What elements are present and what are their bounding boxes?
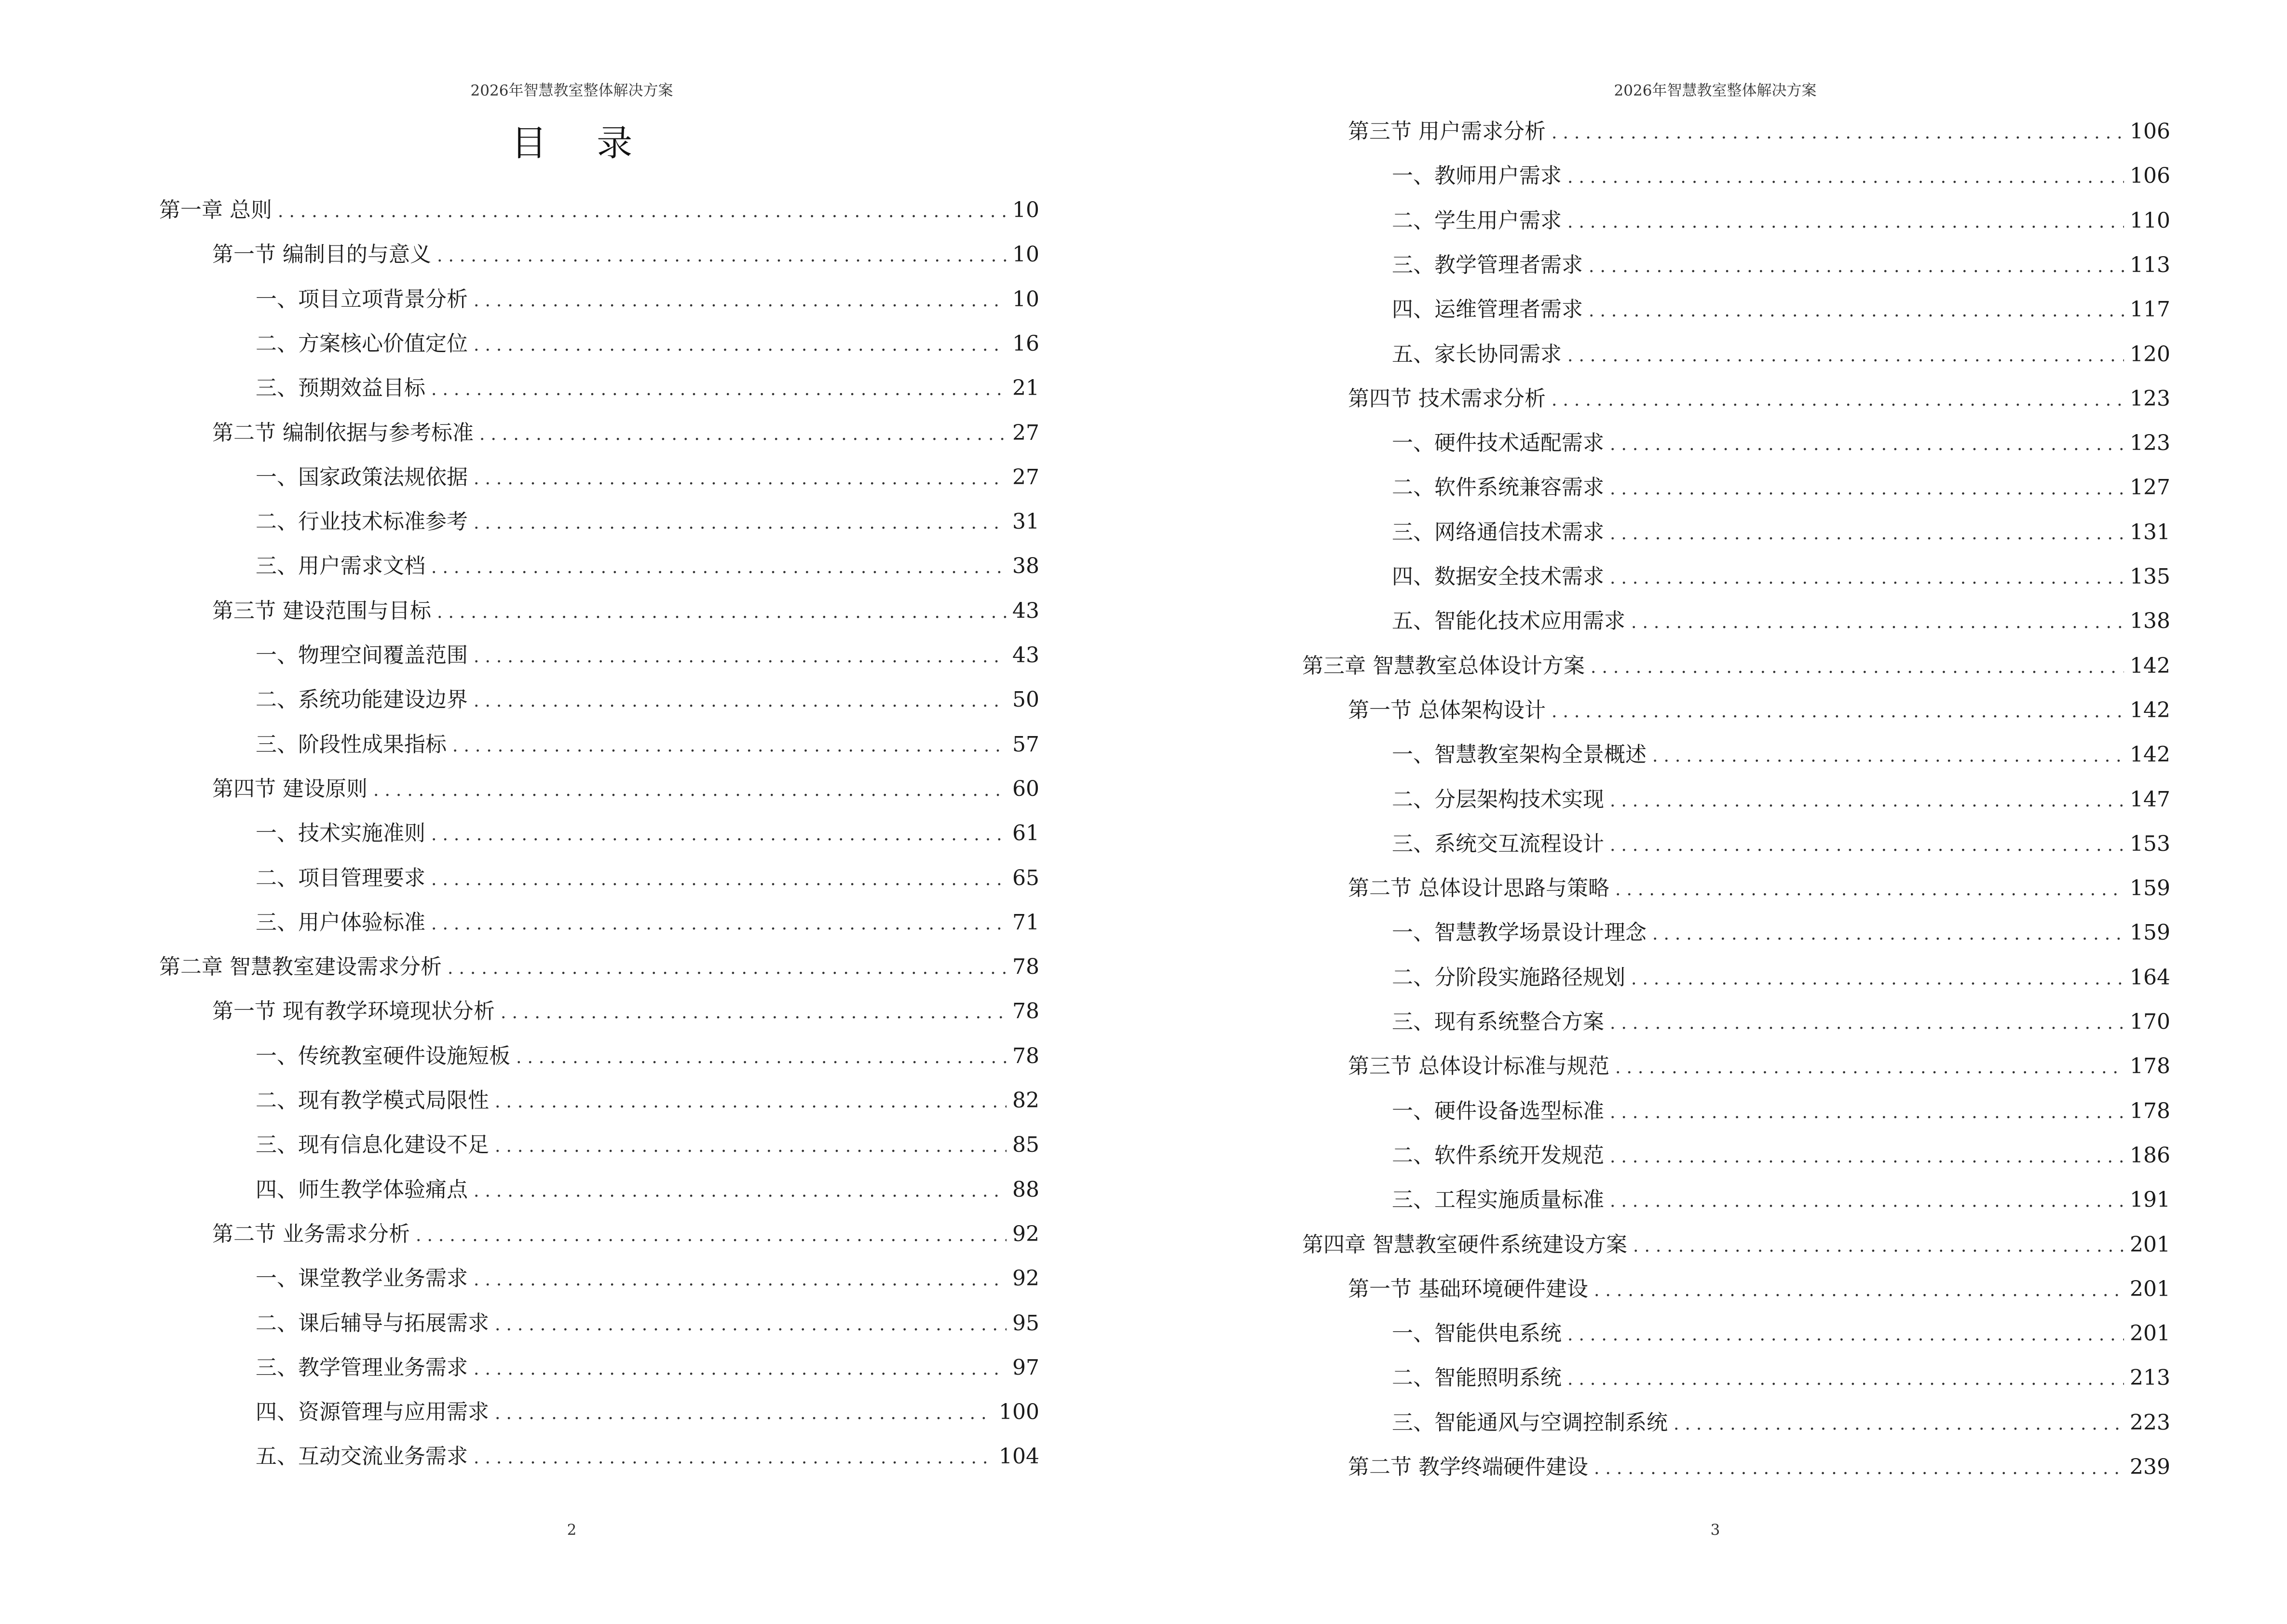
toc-entry-title: 第二章 智慧教室建设需求分析 <box>159 955 442 980</box>
toc-entry-page: 27 <box>1012 420 1039 445</box>
toc-entry-title: 四、数据安全技术需求 <box>1392 564 1604 589</box>
toc-title: 目 录 <box>511 123 652 164</box>
toc-entry[interactable] <box>1392 340 2170 369</box>
dot-leader <box>1591 653 2124 682</box>
toc-entry-title: 第二节 编制依据与参考标准 <box>212 420 474 445</box>
toc-entry-title: 三、用户体验标准 <box>256 910 425 935</box>
toc-page-right <box>1144 0 2287 1624</box>
toc-entry[interactable] <box>1392 1141 2170 1170</box>
dot-leader <box>437 598 1007 627</box>
toc-entry[interactable] <box>1392 830 2170 859</box>
toc-entry-title: 第二节 教学终端硬件建设 <box>1348 1455 1588 1479</box>
dot-leader <box>1652 920 2124 949</box>
toc-entry-page: 153 <box>2130 831 2170 856</box>
toc-entry[interactable] <box>1302 652 2170 681</box>
toc-entry[interactable] <box>212 240 1039 269</box>
dot-leader <box>1615 1053 2124 1082</box>
running-header: 2026年智慧教室整体解决方案 <box>470 82 673 99</box>
toc-entry[interactable] <box>256 908 1039 937</box>
dot-leader <box>416 1221 1007 1250</box>
toc-entry[interactable] <box>256 1264 1039 1293</box>
toc-entry-page: 159 <box>2130 920 2170 945</box>
toc-entry[interactable] <box>1392 251 2170 280</box>
dot-leader <box>437 242 1007 271</box>
dot-leader <box>495 1132 1007 1161</box>
toc-entry[interactable] <box>256 374 1039 403</box>
toc-entry-title: 二、课后辅导与拓展需求 <box>256 1310 489 1336</box>
toc-entry-title: 五、智能化技术应用需求 <box>1392 609 1625 634</box>
toc-entry[interactable] <box>256 1309 1039 1338</box>
toc-entry-title: 第三节 总体设计标准与规范 <box>1348 1054 1609 1079</box>
toc-entry-page: 50 <box>1012 687 1039 712</box>
toc-entry-title: 一、项目立项背景分析 <box>256 287 468 312</box>
dot-leader <box>1615 875 2124 904</box>
running-header: 2026年智慧教室整体解决方案 <box>1614 82 1817 99</box>
toc-entry-title: 三、阶段性成果指标 <box>256 732 447 757</box>
toc-entry[interactable] <box>1392 518 2170 547</box>
toc-entry-page: 85 <box>1012 1133 1039 1158</box>
toc-entry-page: 239 <box>2130 1455 2170 1479</box>
toc-entry-title: 二、分阶段实施路径规划 <box>1392 965 1625 990</box>
dot-leader <box>1552 119 2124 148</box>
dot-leader <box>1567 341 2124 370</box>
toc-entry-page: 135 <box>2130 564 2170 589</box>
toc-entry[interactable] <box>1392 1008 2170 1037</box>
toc-entry[interactable] <box>1392 1097 2170 1126</box>
toc-entry-title: 第三章 智慧教室总体设计方案 <box>1302 653 1585 678</box>
toc-entry[interactable] <box>256 1042 1039 1071</box>
toc-entry[interactable] <box>1348 1052 2170 1081</box>
dot-leader <box>1589 297 2124 326</box>
toc-entry-title: 三、智能通风与空调控制系统 <box>1392 1410 1668 1435</box>
dot-leader <box>278 197 1007 226</box>
toc-entry[interactable] <box>256 864 1039 893</box>
toc-entry-title: 一、教师用户需求 <box>1392 164 1562 189</box>
dot-leader <box>495 1399 993 1428</box>
toc-entry-title: 一、硬件设备选型标准 <box>1392 1098 1604 1123</box>
toc-entry-title: 四、运维管理者需求 <box>1392 297 1583 322</box>
toc-entry-page: 61 <box>1012 821 1039 846</box>
toc-entry-title: 三、现有系统整合方案 <box>1392 1010 1604 1034</box>
toc-entry[interactable] <box>1392 1186 2170 1215</box>
toc-entry[interactable] <box>1392 429 2170 458</box>
toc-entry-title: 一、智慧教学场景设计理念 <box>1392 920 1647 945</box>
toc-entry-page: 43 <box>1012 598 1039 623</box>
toc-entry[interactable] <box>212 775 1039 804</box>
toc-entry-page: 92 <box>1012 1266 1039 1291</box>
dot-leader <box>431 820 1007 849</box>
toc-entry[interactable] <box>1392 740 2170 769</box>
toc-entry-page: 201 <box>2130 1276 2170 1301</box>
toc-entry[interactable] <box>256 329 1039 358</box>
toc-entry-title: 一、智慧教室架构全景概述 <box>1392 742 1647 767</box>
page-number: 2 <box>567 1521 577 1539</box>
toc-entry[interactable] <box>1392 607 2170 636</box>
toc-entry[interactable] <box>159 953 1039 982</box>
toc-entry-page: 78 <box>1012 999 1039 1024</box>
toc-entry-page: 147 <box>2130 787 2170 812</box>
toc-entry-page: 191 <box>2130 1187 2170 1213</box>
toc-entry[interactable] <box>256 1175 1039 1204</box>
dot-leader <box>1552 697 2124 726</box>
dot-leader <box>1567 1365 2124 1394</box>
toc-entry-page: 110 <box>2130 208 2170 233</box>
dot-leader <box>373 776 1007 805</box>
toc-entry-page: 123 <box>2130 386 2170 411</box>
toc-entry-page: 186 <box>2130 1143 2170 1168</box>
toc-entry[interactable] <box>1392 785 2170 814</box>
toc-entry[interactable] <box>1392 295 2170 324</box>
dot-leader <box>1631 965 2124 994</box>
toc-entry-page: 142 <box>2130 697 2170 723</box>
toc-entry[interactable] <box>256 285 1039 314</box>
toc-entry[interactable] <box>1348 384 2170 413</box>
dot-leader <box>474 287 1007 315</box>
toc-entry-title: 一、技术实施准则 <box>256 821 425 846</box>
toc-entry-page: 117 <box>2130 297 2170 322</box>
toc-entry-title: 二、行业技术标准参考 <box>256 509 468 534</box>
toc-entry-page: 106 <box>2130 164 2170 189</box>
toc-entry-title: 一、国家政策法规依据 <box>256 464 468 490</box>
toc-entry-title: 二、智能照明系统 <box>1392 1365 1562 1391</box>
dot-leader <box>1567 163 2124 192</box>
toc-entry[interactable] <box>1302 1230 2170 1259</box>
toc-entry-page: 100 <box>999 1400 1039 1425</box>
dot-leader <box>474 1444 993 1473</box>
toc-entry-page: 10 <box>1012 198 1039 222</box>
dot-leader <box>1610 430 2124 459</box>
toc-entry[interactable] <box>256 507 1039 536</box>
toc-entry[interactable] <box>256 819 1039 848</box>
toc-entry-page: 164 <box>2130 965 2170 990</box>
toc-entry-title: 二、方案核心价值定位 <box>256 331 468 356</box>
toc-entry-page: 95 <box>1012 1310 1039 1336</box>
toc-entry-page: 123 <box>2130 431 2170 456</box>
toc-entry-page: 65 <box>1012 865 1039 890</box>
toc-entry[interactable] <box>159 196 1039 225</box>
dot-leader <box>1610 519 2124 548</box>
dot-leader <box>1610 564 2124 593</box>
toc-entry-title: 第一节 基础环境硬件建设 <box>1348 1276 1588 1301</box>
toc-entry[interactable] <box>1392 562 2170 591</box>
dot-leader <box>479 420 1007 449</box>
toc-entry-title: 一、物理空间覆盖范围 <box>256 643 468 668</box>
dot-leader <box>474 642 1007 671</box>
toc-entry-page: 201 <box>2130 1321 2170 1346</box>
toc-entry-page: 27 <box>1012 464 1039 490</box>
toc-entry[interactable] <box>256 685 1039 714</box>
toc-entry-page: 106 <box>2130 119 2170 144</box>
dot-leader <box>1594 1454 2124 1483</box>
toc-entry[interactable] <box>256 1398 1039 1427</box>
dot-leader <box>1610 787 2124 816</box>
dot-leader <box>495 1088 1007 1117</box>
toc-entry-title: 三、现有信息化建设不足 <box>256 1133 489 1158</box>
toc-entry-page: 213 <box>2130 1365 2170 1391</box>
toc-entry-page: 78 <box>1012 1043 1039 1068</box>
toc-entry-title: 第三节 建设范围与目标 <box>212 598 431 623</box>
toc-entry[interactable] <box>1392 918 2170 947</box>
toc-entry[interactable] <box>212 1220 1039 1249</box>
toc-entry[interactable] <box>256 552 1039 581</box>
toc-entry-title: 五、家长协同需求 <box>1392 341 1562 367</box>
toc-entry[interactable] <box>256 1353 1039 1382</box>
dot-leader <box>516 1043 1007 1072</box>
toc-entry-page: 92 <box>1012 1221 1039 1246</box>
dot-leader <box>474 687 1007 716</box>
toc-entry[interactable] <box>256 1086 1039 1115</box>
toc-entry[interactable] <box>1392 162 2170 191</box>
toc-entry-title: 第一节 编制目的与意义 <box>212 242 431 267</box>
dot-leader <box>431 375 1007 404</box>
toc-entry-title: 三、预期效益目标 <box>256 376 425 401</box>
toc-entry[interactable] <box>212 597 1039 626</box>
dot-leader <box>431 865 1007 894</box>
toc-entry[interactable] <box>256 730 1039 759</box>
toc-entry[interactable] <box>1392 206 2170 235</box>
toc-entry-page: 131 <box>2130 519 2170 545</box>
dot-leader <box>452 732 1007 761</box>
toc-entry-page: 88 <box>1012 1177 1039 1202</box>
toc-entry-title: 一、硬件技术适配需求 <box>1392 431 1604 456</box>
dot-leader <box>474 1266 1007 1295</box>
toc-entry-page: 142 <box>2130 653 2170 678</box>
toc-entry[interactable] <box>1392 963 2170 992</box>
toc-entry[interactable] <box>1392 473 2170 502</box>
toc-entry[interactable] <box>1392 1408 2170 1437</box>
dot-leader <box>1631 608 2124 637</box>
toc-entry[interactable] <box>212 997 1039 1026</box>
toc-entry-title: 第四章 智慧教室硬件系统建设方案 <box>1302 1232 1627 1257</box>
toc-entry-title: 二、项目管理要求 <box>256 865 425 890</box>
toc-entry-page: 104 <box>999 1444 1039 1469</box>
toc-entry-title: 第二节 业务需求分析 <box>212 1221 410 1246</box>
toc-entry-page: 178 <box>2130 1098 2170 1123</box>
toc-entry-page: 43 <box>1012 643 1039 668</box>
dot-leader <box>1610 1009 2124 1038</box>
dot-leader <box>1589 252 2124 281</box>
dot-leader <box>1610 1143 2124 1172</box>
dot-leader <box>431 910 1007 939</box>
dot-leader <box>1633 1232 2124 1261</box>
toc-entry-page: 127 <box>2130 475 2170 500</box>
dot-leader <box>474 464 1007 493</box>
toc-entry[interactable] <box>1348 696 2170 725</box>
toc-entry-title: 三、系统交互流程设计 <box>1392 831 1604 856</box>
toc-entry-title: 第三节 用户需求分析 <box>1348 119 1546 144</box>
dot-leader <box>448 954 1007 983</box>
toc-entry-title: 五、互动交流业务需求 <box>256 1444 468 1469</box>
dot-leader <box>474 1355 1007 1384</box>
toc-entry-title: 三、工程实施质量标准 <box>1392 1187 1604 1213</box>
toc-entry-page: 78 <box>1012 955 1039 980</box>
toc-entry-page: 71 <box>1012 910 1039 935</box>
toc-entry-page: 31 <box>1012 509 1039 534</box>
toc-entry-title: 第一节 总体架构设计 <box>1348 697 1546 723</box>
toc-entry-page: 10 <box>1012 287 1039 312</box>
dot-leader <box>474 1177 1007 1206</box>
toc-entry-title: 二、现有教学模式局限性 <box>256 1088 489 1113</box>
dot-leader <box>1610 831 2124 860</box>
toc-entry-page: 38 <box>1012 554 1039 579</box>
toc-entry-title: 二、分层架构技术实现 <box>1392 787 1604 812</box>
dot-leader <box>1552 386 2124 415</box>
toc-entry[interactable] <box>256 1442 1039 1471</box>
toc-entry-page: 170 <box>2130 1010 2170 1034</box>
dot-leader <box>474 509 1007 538</box>
toc-entry[interactable] <box>1348 117 2170 146</box>
toc-entry-title: 三、用户需求文档 <box>256 554 425 579</box>
toc-entry-page: 178 <box>2130 1054 2170 1079</box>
dot-leader <box>1610 475 2124 504</box>
toc-entry[interactable] <box>256 1131 1039 1160</box>
toc-entry[interactable] <box>1348 1275 2170 1304</box>
toc-entry-page: 120 <box>2130 341 2170 367</box>
toc-entry-title: 三、教学管理者需求 <box>1392 252 1583 277</box>
toc-entry-page: 113 <box>2130 252 2170 277</box>
toc-entry-page: 201 <box>2130 1232 2170 1257</box>
dot-leader <box>1610 1187 2124 1216</box>
page-number: 3 <box>1710 1521 1720 1539</box>
toc-entry-page: 142 <box>2130 742 2170 767</box>
dot-leader <box>1652 742 2124 771</box>
toc-entry[interactable] <box>256 641 1039 670</box>
dot-leader <box>1674 1410 2124 1439</box>
toc-entry[interactable] <box>212 419 1039 448</box>
toc-entry-title: 二、软件系统兼容需求 <box>1392 475 1604 500</box>
toc-entry-title: 一、智能供电系统 <box>1392 1321 1562 1346</box>
toc-entry-page: 159 <box>2130 876 2170 901</box>
toc-entry-title: 一、课堂教学业务需求 <box>256 1266 468 1291</box>
toc-entry-page: 97 <box>1012 1355 1039 1380</box>
toc-entry-page: 16 <box>1012 331 1039 356</box>
toc-entry-page: 223 <box>2130 1410 2170 1435</box>
dot-leader <box>495 1310 1007 1339</box>
toc-entry-page: 57 <box>1012 732 1039 757</box>
toc-entry[interactable] <box>256 463 1039 492</box>
toc-entry-title: 二、系统功能建设边界 <box>256 687 468 712</box>
toc-entry-page: 10 <box>1012 242 1039 267</box>
toc-entry-title: 三、网络通信技术需求 <box>1392 519 1604 545</box>
dot-leader <box>501 998 1007 1027</box>
toc-entry-title: 二、软件系统开发规范 <box>1392 1143 1604 1168</box>
dot-leader <box>1567 1321 2124 1350</box>
toc-entry-title: 四、资源管理与应用需求 <box>256 1400 489 1425</box>
toc-entry-title: 第四节 技术需求分析 <box>1348 386 1546 411</box>
toc-entry-title: 第四节 建设原则 <box>212 776 368 801</box>
dot-leader <box>1594 1276 2124 1305</box>
dot-leader <box>1610 1098 2124 1127</box>
toc-entry-title: 四、师生教学体验痛点 <box>256 1177 468 1202</box>
toc-entry-page: 82 <box>1012 1088 1039 1113</box>
toc-entry-title: 第二节 总体设计思路与策略 <box>1348 876 1609 901</box>
dot-leader <box>431 553 1007 582</box>
toc-entry-page: 138 <box>2130 609 2170 634</box>
toc-entry-title: 一、传统教室硬件设施短板 <box>256 1043 510 1068</box>
dot-leader <box>1567 208 2124 237</box>
toc-entry-title: 二、学生用户需求 <box>1392 208 1562 233</box>
toc-entry-title: 第一节 现有教学环境现状分析 <box>212 999 495 1024</box>
toc-entry[interactable] <box>1348 1453 2170 1482</box>
toc-entry-page: 60 <box>1012 776 1039 801</box>
toc-entry-title: 三、教学管理业务需求 <box>256 1355 468 1380</box>
toc-entry[interactable] <box>1392 1364 2170 1392</box>
toc-entry[interactable] <box>1392 1319 2170 1348</box>
dot-leader <box>474 331 1007 360</box>
toc-entry[interactable] <box>1348 874 2170 903</box>
toc-entry-title: 第一章 总则 <box>159 198 272 222</box>
toc-entry-page: 21 <box>1012 376 1039 401</box>
